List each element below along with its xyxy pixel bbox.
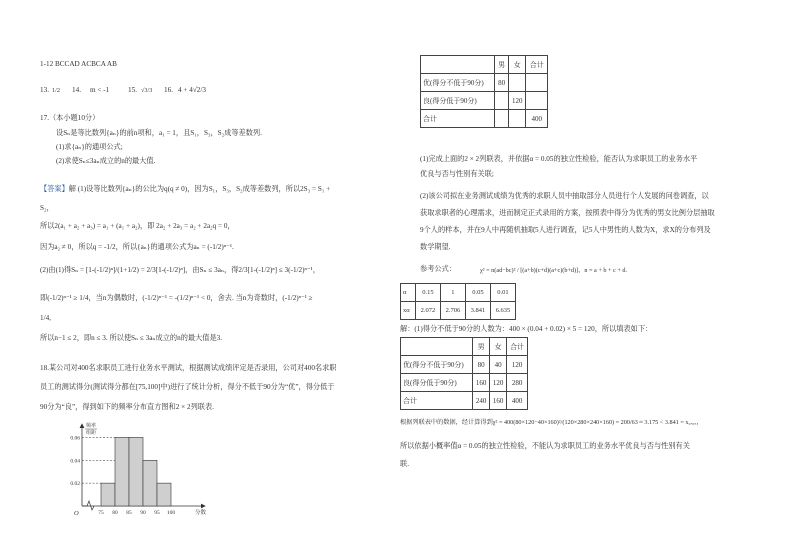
table-cell: 0.15 xyxy=(415,284,440,302)
table-row xyxy=(421,92,548,110)
solution-line-3: 所以依据小概率值α = 0.05的独立性检验，不能认为求职员工的业务水平优良与否与性别有关 xyxy=(400,442,690,450)
table-cell xyxy=(495,92,509,110)
contingency-table-blank xyxy=(420,55,548,128)
table-cell: 400 xyxy=(507,392,528,410)
table-cell: 1 xyxy=(440,284,465,302)
contingency-table-filled xyxy=(400,337,528,410)
q17-part2: (2)求使Sₙ≤3aₙ成立的n的最大值. xyxy=(56,157,156,165)
x-tick-label: 90 xyxy=(140,510,146,516)
q18-line-1: 18.某公司对400名求职员工进行业务水平测试，根据测试成绩评定是否录用，公司对400名求职 xyxy=(40,364,337,372)
x-axis-label: 分数 xyxy=(194,510,206,516)
blank-13-label: 13. xyxy=(40,86,49,94)
table-cell: 160 xyxy=(473,374,490,392)
q18-line-3: 90分为“良”，得到如下的频率分布直方图和2 × 2列联表. xyxy=(40,403,214,411)
table-cell: 良(得分低于90分) xyxy=(421,92,495,110)
q18-line-2: 员工的测试得分(测试得分都在[75,100]中)进行了统计分析，得分不低于90分为“优”，得分低于 xyxy=(40,383,335,391)
x-tick-label: 75 xyxy=(98,510,104,516)
answer-tag: 【答案】 xyxy=(40,185,69,193)
blank-14-value: m < -1 xyxy=(90,86,110,94)
table-cell: 优(得分不低于90分) xyxy=(401,356,473,374)
table-cell xyxy=(508,110,526,128)
table-row xyxy=(401,356,528,374)
histogram-bar xyxy=(157,483,171,506)
table-cell: 2.072 xyxy=(415,302,440,320)
y-axis-label-bottom: 组距 xyxy=(85,431,97,436)
x-tick-label: 85 xyxy=(126,510,132,516)
blank-16-label: 16. xyxy=(164,86,173,94)
table-cell: 合计 xyxy=(507,338,528,356)
solution-line-1: 解：(1)得分不低于90分的人数为：400 × (0.04 + 0.02) × 5 = 120，所以填表如下： xyxy=(400,325,653,333)
table-row xyxy=(401,392,528,410)
table-cell: 280 xyxy=(507,374,528,392)
table-cell: 6.635 xyxy=(490,302,515,320)
critical-value-table xyxy=(400,283,516,320)
histogram-bar xyxy=(115,437,129,506)
y-tick-label: 0.06 xyxy=(70,435,80,442)
table-row xyxy=(401,374,528,392)
table-cell: 男 xyxy=(495,56,509,74)
axis-break xyxy=(82,501,94,510)
table-row xyxy=(401,338,528,356)
table-cell xyxy=(526,92,548,110)
origin-label: O xyxy=(74,510,79,517)
table-row xyxy=(401,302,516,320)
histogram-bar xyxy=(101,483,115,506)
table-cell: 良(得分低于90分) xyxy=(401,374,473,392)
table-cell: 3.841 xyxy=(465,302,490,320)
answers-line: 1-12 BCCAD ACBCA AB xyxy=(40,60,117,68)
histogram-bar xyxy=(143,460,157,506)
table-row xyxy=(401,284,516,302)
q17-stem: 设Sₙ是等比数列{aₙ}的前n项和，a₁ = 1，且S₁，S₃，S₂成等差数列. xyxy=(56,129,262,137)
y-axis-label-top: 频率 xyxy=(85,424,97,429)
blank-15-label: 15. xyxy=(128,86,137,94)
table-cell: 合计 xyxy=(421,110,495,128)
table-cell: 2.706 xyxy=(440,302,465,320)
table-cell: 优(得分不低于90分) xyxy=(421,74,495,92)
chi-square-formula: χ² = n(ad−bc)² / [(a+b)(c+d)(a+c)(b+d)]，n = a + b + c + d. xyxy=(480,267,628,274)
table-cell: 80 xyxy=(473,356,490,374)
q18-part1-line-2: 优良与否与性别有关联; xyxy=(420,170,494,178)
q18-part2-line-3: 9个人的样本，并在9人中再随机抽取5人进行调查，记5人中男性的人数为X，求X的分布列及 xyxy=(420,226,711,234)
table-cell: xα xyxy=(401,302,416,320)
q18-part2-line-1: (2)该公司拟在业务测试成绩为优秀的求职人员中抽取部分人员进行个人发展的问卷调查，以 xyxy=(420,192,709,200)
table-cell: 120 xyxy=(507,356,528,374)
table-cell: 120 xyxy=(508,92,526,110)
table-cell xyxy=(508,74,526,92)
solution-line-2: 根据列联表中的数据，经计算得到χ² = 400(80×120−40×160)²/(120×280×240×160) = 200/63 ≈ 3.175 < 3.841 = x₀.₀₅， xyxy=(400,419,703,426)
table-row xyxy=(421,74,548,92)
table-cell xyxy=(526,74,548,92)
answer-line-1 xyxy=(40,185,330,194)
histogram-bar xyxy=(129,437,143,506)
x-tick-label: 80 xyxy=(112,510,118,516)
table-cell: 0.05 xyxy=(465,284,490,302)
table-row xyxy=(421,110,548,128)
table-row xyxy=(421,56,548,74)
y-tick-label: 0.02 xyxy=(70,481,80,488)
q17-heading: 17.（本小题10分） xyxy=(40,114,100,122)
table-cell xyxy=(421,56,495,74)
blank-16-value: 4 + 4√2/3 xyxy=(178,86,206,94)
solution-line-4: 联. xyxy=(400,460,409,468)
table-cell: α xyxy=(401,284,416,302)
table-cell: 400 xyxy=(526,110,548,128)
q18-part1-line-1: (1)完成上面的2 × 2列联表，并依据α = 0.05的独立性检验，能否认为求职员工的业务水平 xyxy=(420,155,698,163)
answer-line-8: 所以n−1 ≤ 2，即n ≤ 3. 所以使Sₙ ≤ 3aₙ成立的n的最大值是3. xyxy=(40,334,223,342)
table-cell: 80 xyxy=(495,74,509,92)
table-cell: 240 xyxy=(473,392,490,410)
answer-line-1-text: 解 (1)设等比数列{aₙ}的公比为q(q ≠ 0)，因为S₁，S₃，S₂成等差数列，所以2S₃ = S₁ + xyxy=(68,185,331,193)
table-cell: 合计 xyxy=(526,56,548,74)
frequency-histogram xyxy=(55,420,215,520)
answer-line-4: 因为a₂ ≠ 0，所以q = -1/2，所以{aₙ}的通项公式为aₙ = (-1/2)ⁿ⁻¹. xyxy=(40,243,234,251)
table-cell: 合计 xyxy=(401,392,473,410)
table-cell: 0.01 xyxy=(490,284,515,302)
answer-line-3: 所以2(a₁ + a₂ + a₃) = a₁ + (a₁ + a₂)，即 2a₂ + 2a₃ = a₂ + 2a₂q = 0， xyxy=(40,222,235,230)
table-cell: 女 xyxy=(508,56,526,74)
y-tick-label: 0.04 xyxy=(70,458,80,465)
answer-line-6: 即(-1/2)ⁿ⁻¹ ≥ 1/4，当n为偶数时，(-1/2)ⁿ⁻¹ = -(1/2)ⁿ⁻¹ < 0，舍去. 当n为奇数时，(-1/2)ⁿ⁻¹ ≥ xyxy=(40,294,313,302)
table-cell: 120 xyxy=(490,374,507,392)
table-cell: 女 xyxy=(490,338,507,356)
blank-13-value: 1/2 xyxy=(52,87,60,94)
table-cell: 40 xyxy=(490,356,507,374)
answer-line-5: (2)由(1)得Sₙ = [1-(-1/2)ⁿ]/(1+1/2) = 2/3[1-(-1/2)ⁿ]，由Sₙ ≤ 3aₙ，得2/3[1-(-1/2)ⁿ] ≤ 3(-1/2)ⁿ⁻¹， xyxy=(40,266,320,274)
table-cell xyxy=(401,338,473,356)
table-cell: 男 xyxy=(473,338,490,356)
q18-part2-line-4: 数学期望. xyxy=(420,243,451,251)
blank-15-value: √3/3 xyxy=(141,87,153,94)
x-tick-label: 95 xyxy=(154,510,160,516)
answer-line-2: S₂， xyxy=(40,204,54,212)
q17-part1: (1)求{aₙ}的通项公式; xyxy=(56,143,123,151)
q18-part2-line-2: 获取求职者的心理需求，进而制定正式录用的方案，按照表中得分为优秀的男女比例分层抽取 xyxy=(420,209,715,217)
table-cell xyxy=(495,110,509,128)
blank-14-label: 14. xyxy=(72,86,81,94)
answer-line-7: 1/4, xyxy=(40,314,51,322)
x-tick-label: 100 xyxy=(166,510,176,516)
reference-label: 参考公式： xyxy=(420,265,456,273)
table-cell: 160 xyxy=(490,392,507,410)
